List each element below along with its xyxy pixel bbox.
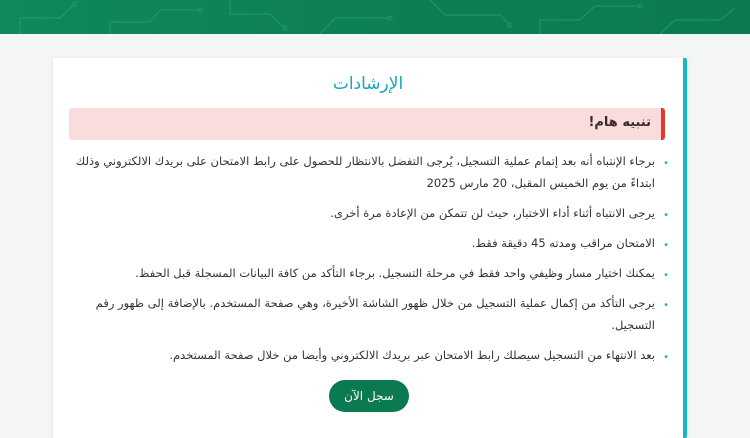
important-alert <box>69 108 665 140</box>
list-item: • يرجى الانتباه أثناء أداء الاختبار، حيث لن تتمكن من الإعادة مرة أخرى. <box>69 202 669 224</box>
instructions-card <box>53 58 687 438</box>
top-banner <box>0 0 750 34</box>
alert-label: تنبيه هام! <box>588 115 651 130</box>
list-item: • يرجى التأكد من إكمال عملية التسجيل من خلال ظهور الشاشة الأخيرة، وهي صفحة المستخدم. بالإضافة إلى ظهور رقم التسجيل. <box>69 292 669 336</box>
circuit-pattern-icon <box>0 0 750 34</box>
register-now-button[interactable]: سجل الآن <box>329 380 409 412</box>
page-title: الإرشادات <box>332 74 404 94</box>
list-item: • برجاء الإنتباه أنه بعد إتمام عملية التسجيل، يُرجى التفضل بالانتظار للحصول على رابط الامتحان على بريدك الالكتروني وذلك ابتداءً من يوم الخميس المقبل، 20 مارس 2025 <box>69 150 669 194</box>
list-item: • بعد الانتهاء من التسجيل سيصلك رابط الامتحان عبر بريدك الالكتروني وأيضا من خلال صفحة المستخدم. <box>69 344 669 366</box>
list-item: • يمكنك اختيار مسار وظيفي واحد فقط في مرحلة التسجيل. برجاء التأكد من كافة البيانات المسجلة قبل الحفظ. <box>69 262 669 284</box>
instructions-list <box>69 150 669 374</box>
list-item: • الامتحان مراقب ومدته 45 دقيقة فقط. <box>69 232 669 254</box>
